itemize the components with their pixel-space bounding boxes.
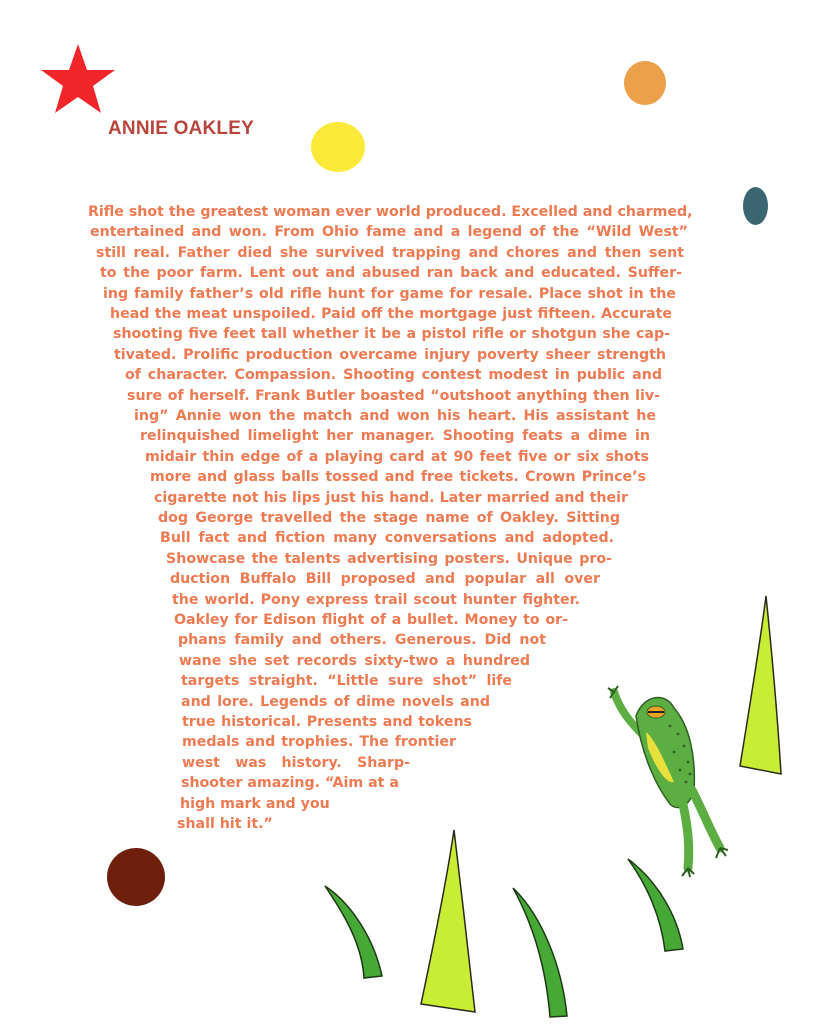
grass-blade-curved-center bbox=[510, 886, 572, 1020]
poem-line: Bull fact and fiction many conversations and adopted. bbox=[160, 530, 614, 547]
poem-line: duction Buffalo Bill proposed and popular all over bbox=[170, 571, 600, 588]
poem-line: true historical. Presents and tokens bbox=[182, 714, 472, 730]
grass-blade-light-center bbox=[417, 828, 479, 1016]
poem-line: medals and trophies. The frontier bbox=[182, 734, 456, 751]
poem-line: tivated. Prolific production overcame injury poverty sheer strength bbox=[114, 346, 666, 363]
poem-line: shall hit it.” bbox=[177, 816, 273, 832]
poem-line: Showcase the talents advertising posters. Unique pro- bbox=[166, 550, 612, 567]
poem-line: more and glass balls tossed and free tickets. Crown Prince’s bbox=[150, 469, 646, 486]
poem-line: ing” Annie won the match and won his heart. His assistant he bbox=[134, 408, 656, 424]
poem-line: Oakley for Edison flight of a bullet. Money to or- bbox=[174, 612, 568, 628]
poem-line: targets straight. “Little sure shot” life bbox=[181, 673, 512, 690]
grass-blade-curved-left bbox=[322, 884, 386, 980]
poem-line: ing family father’s old rifle hunt for game for resale. Place shot in the bbox=[103, 285, 676, 302]
poem-line: Rifle shot the greatest woman ever world produced. Excelled and charmed, bbox=[88, 204, 693, 220]
poem-line: sure of herself. Frank Butler boasted “outshoot anything then liv- bbox=[127, 387, 660, 404]
poem-line: high mark and you bbox=[180, 795, 330, 812]
poem-line: cigarette not his lips just his hand. Later married and their bbox=[154, 489, 628, 506]
poem-line: of character. Compassion. Shooting contest modest in public and bbox=[125, 367, 662, 384]
poem-line: shooting five feet tall whether it be a pistol rifle or shotgun she cap- bbox=[113, 326, 670, 343]
poem-line: midair thin edge of a playing card at 90 feet five or six shots bbox=[145, 448, 649, 465]
poem-line: shooter amazing. “Aim at a bbox=[181, 775, 399, 792]
poem-line: phans family and others. Generous. Did not bbox=[178, 632, 546, 649]
poem-line: head the meat unspoiled. Paid off the mortgage just fifteen. Accurate bbox=[110, 306, 672, 322]
poem-line: to the poor farm. Lent out and abused ran back and educated. Suffer- bbox=[100, 265, 682, 282]
poem-line: dog George travelled the stage name of Oakley. Sitting bbox=[158, 510, 620, 526]
page-title: ANNIE OAKLEY bbox=[108, 118, 254, 139]
poem-line: relinquished limelight her manager. Shooting feats a dime in bbox=[140, 428, 650, 445]
frog-icon bbox=[604, 686, 730, 878]
poem-line: west was history. Sharp- bbox=[182, 754, 410, 771]
poem-line: and lore. Legends of dime novels and bbox=[181, 693, 490, 710]
poem-line: entertained and won. From Ohio fame and a legend of the “Wild West” bbox=[90, 224, 688, 241]
poem-line: the world. Pony express trail scout hunter fighter. bbox=[172, 591, 580, 608]
poem-line: wane she set records sixty-two a hundred bbox=[179, 652, 530, 669]
grass-blade-tall-right bbox=[736, 594, 786, 779]
poem-line: still real. Father died she survived trapping and chores and then sent bbox=[96, 244, 684, 261]
